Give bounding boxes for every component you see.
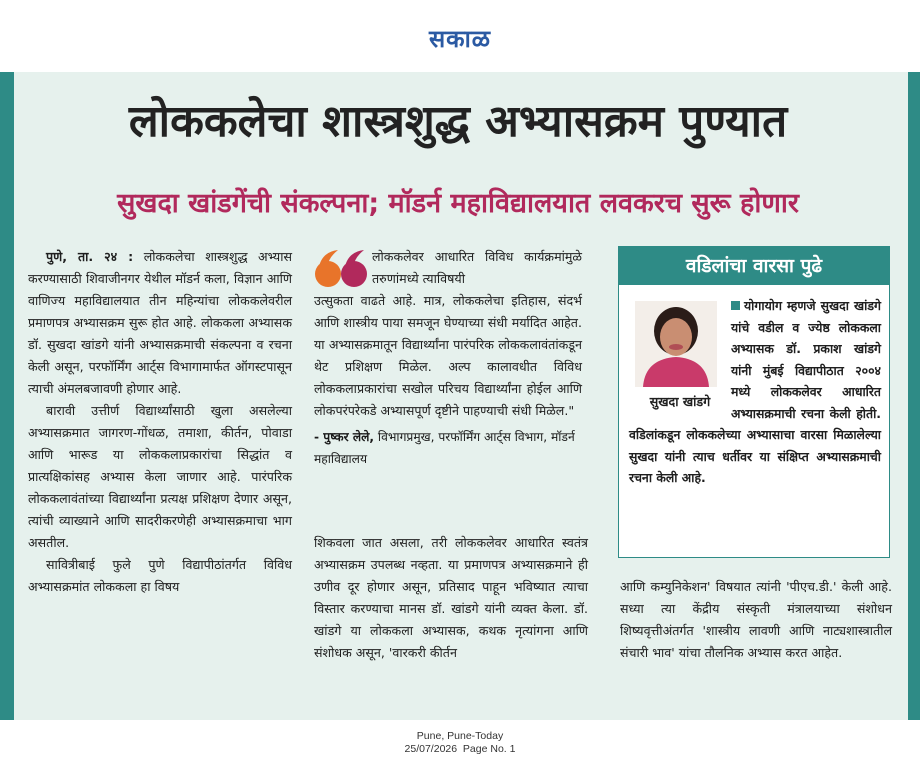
quote-author: - पुष्कर लेले, [314, 430, 375, 444]
article-subheadline: सुखदा खांडगेंची संकल्पना; मॉडर्न महाविद्यालयात लवकरच सुरू होणार [117, 188, 799, 219]
quote-author-role: विभागप्रमुख, परफॉर्मिंग आर्ट्स विभाग, मॉडर्न महाविद्यालय [314, 430, 575, 466]
sidebar-title: वडिलांचा वारसा पुढे [619, 247, 889, 285]
clipping-right-border [908, 72, 920, 720]
portrait-photo [635, 301, 717, 387]
date-page-label: 25/07/2026 Page No. 1 [404, 743, 516, 755]
sidebar-box [618, 246, 890, 558]
article-column-3 [620, 576, 892, 664]
article-paragraph: सावित्रीबाई फुले पुणे विद्यापीठांतर्गत विविध अभ्यासक्रमांत लोककला हा विषय [28, 557, 292, 594]
clipping-left-border [0, 72, 14, 720]
quote-attribution [314, 426, 582, 470]
article-headline: लोककलेचा शास्त्रशुद्ध अभ्यासक्रम पुण्यात [128, 96, 788, 147]
edition-label: Pune, Pune-Today [416, 730, 504, 742]
photo-caption: सुखदा खांडगे [649, 394, 711, 409]
quote-mark-icon [314, 246, 370, 292]
dateline: पुणे, ता. २४ : [46, 249, 134, 264]
quote-lead: लोककलेवर आधारित विविध कार्यक्रमांमुळे तरुणांमध्ये त्याविषयी [372, 249, 582, 286]
sidebar-text: योगायोग म्हणजे सुखदा खांडगे यांचे वडील व ज्येष्ठ लोककला अभ्यासक डॉ. प्रकाश खांडगे यांनी मुंबई विद्यापीठात २००४ मध्ये लोककलेवर आधारित अभ्यासक्रमाची रचना केली होती. वडिलांकडून लोककलेच्या अभ्यासाचा वारसा मिळालेल्या सुखदा यांनी त्याच धर्तीवर या संक्षिप्त अभ्यासक्रमाची रचना केली आहे. [629, 298, 881, 485]
article-paragraph [28, 246, 292, 400]
quote-body: उत्सुकता वाढते आहे. मात्र, लोककलेचा इतिहास, संदर्भ आणि शास्त्रीय पाया समजून घेण्याच्या संधी मर्यादित आहेत. या अभ्यासक्रमातून विद्यार्थ्यांना पारंपरिक लोककलावंतांकडून थेट प्रशिक्षण मिळेल. अल्प कालावधीत विविध लोककलाप्रकारांचा सखोल परिचय विद्यार्थ्यांना होईल आणि लोकपरंपरेकडे अभ्यासपूर्ण दृष्टीने पाहण्याची संधी मिळेल." [314, 293, 582, 418]
article-paragraph: शिकवला जात असला, तरी लोककलेवर आधारित स्वतंत्र अभ्यासक्रम उपलब्ध नव्हता. या प्रमाणपत्र अभ्यासक्रमाने ही उणीव दूर होणार असून, प्रतिसाद पाहून भविष्यात त्याचा विस्तार करण्याचा मानस डॉ. खांडगे यांनी व्यक्त केला. डॉ. खांडगे या लोककला अभ्यासक, कथक नृत्यांगना आणि संशोधक असून, 'वारकरी कीर्तन [314, 535, 588, 660]
paragraph-text: लोककलेचा शास्त्रशुद्ध अभ्यास करण्यासाठी शिवाजीनगर येथील मॉडर्न कला, विज्ञान आणि वाणिज्य महाविद्यालयात तीन महिन्यांचा लोककलेवरील प्रमाणपत्र अभ्यासक्रम सुरू होत आहे. लोककला अभ्यासक डॉ. सुखदा खांडगे यांनी अभ्यासक्रमाची संकल्पना व रचना केली असून, परफॉर्मिंग आर्ट्स विभागामार्फत ऑगस्टपासून त्याची अंमलबजावणी होणार आहे. [28, 249, 292, 396]
bullet-square-icon [731, 301, 740, 310]
article-column-2 [314, 532, 588, 664]
masthead-logo: सकाळ [428, 25, 492, 53]
page-footer [0, 730, 920, 756]
article-paragraph: बारावी उत्तीर्ण विद्यार्थ्यांसाठी खुला असलेल्या अभ्यासक्रमात जागरण-गोंधळ, तमाशा, कीर्तन, पोवाडा आणि भारूड या लोककलाप्रकारांचा सिद्धांत व प्रात्यक्षिकांसह अभ्यास केला जाणार आहे. पारंपरिक लोककलावंतांच्या विद्यार्थ्यांना प्रत्यक्ष प्रशिक्षण देणार असून, त्यांची व्याख्याने आणि सादरीकरणेही अभ्यासक्रमाचा भाग असतील. [28, 403, 292, 550]
article-column-1 [28, 246, 292, 598]
pull-quote [314, 246, 582, 470]
article-paragraph: आणि कम्युनिकेशन' विषयात त्यांनी 'पीएच.डी.' केली आहे. सध्या त्या केंद्रीय संस्कृती मंत्रालयाच्या संशोधन शिष्यवृत्तीअंतर्गत 'शास्त्रीय लावणी आणि नाट्यशास्त्रातील संचारी भाव' यांचा तौलनिक अभ्यास करत आहेत. [620, 579, 892, 660]
